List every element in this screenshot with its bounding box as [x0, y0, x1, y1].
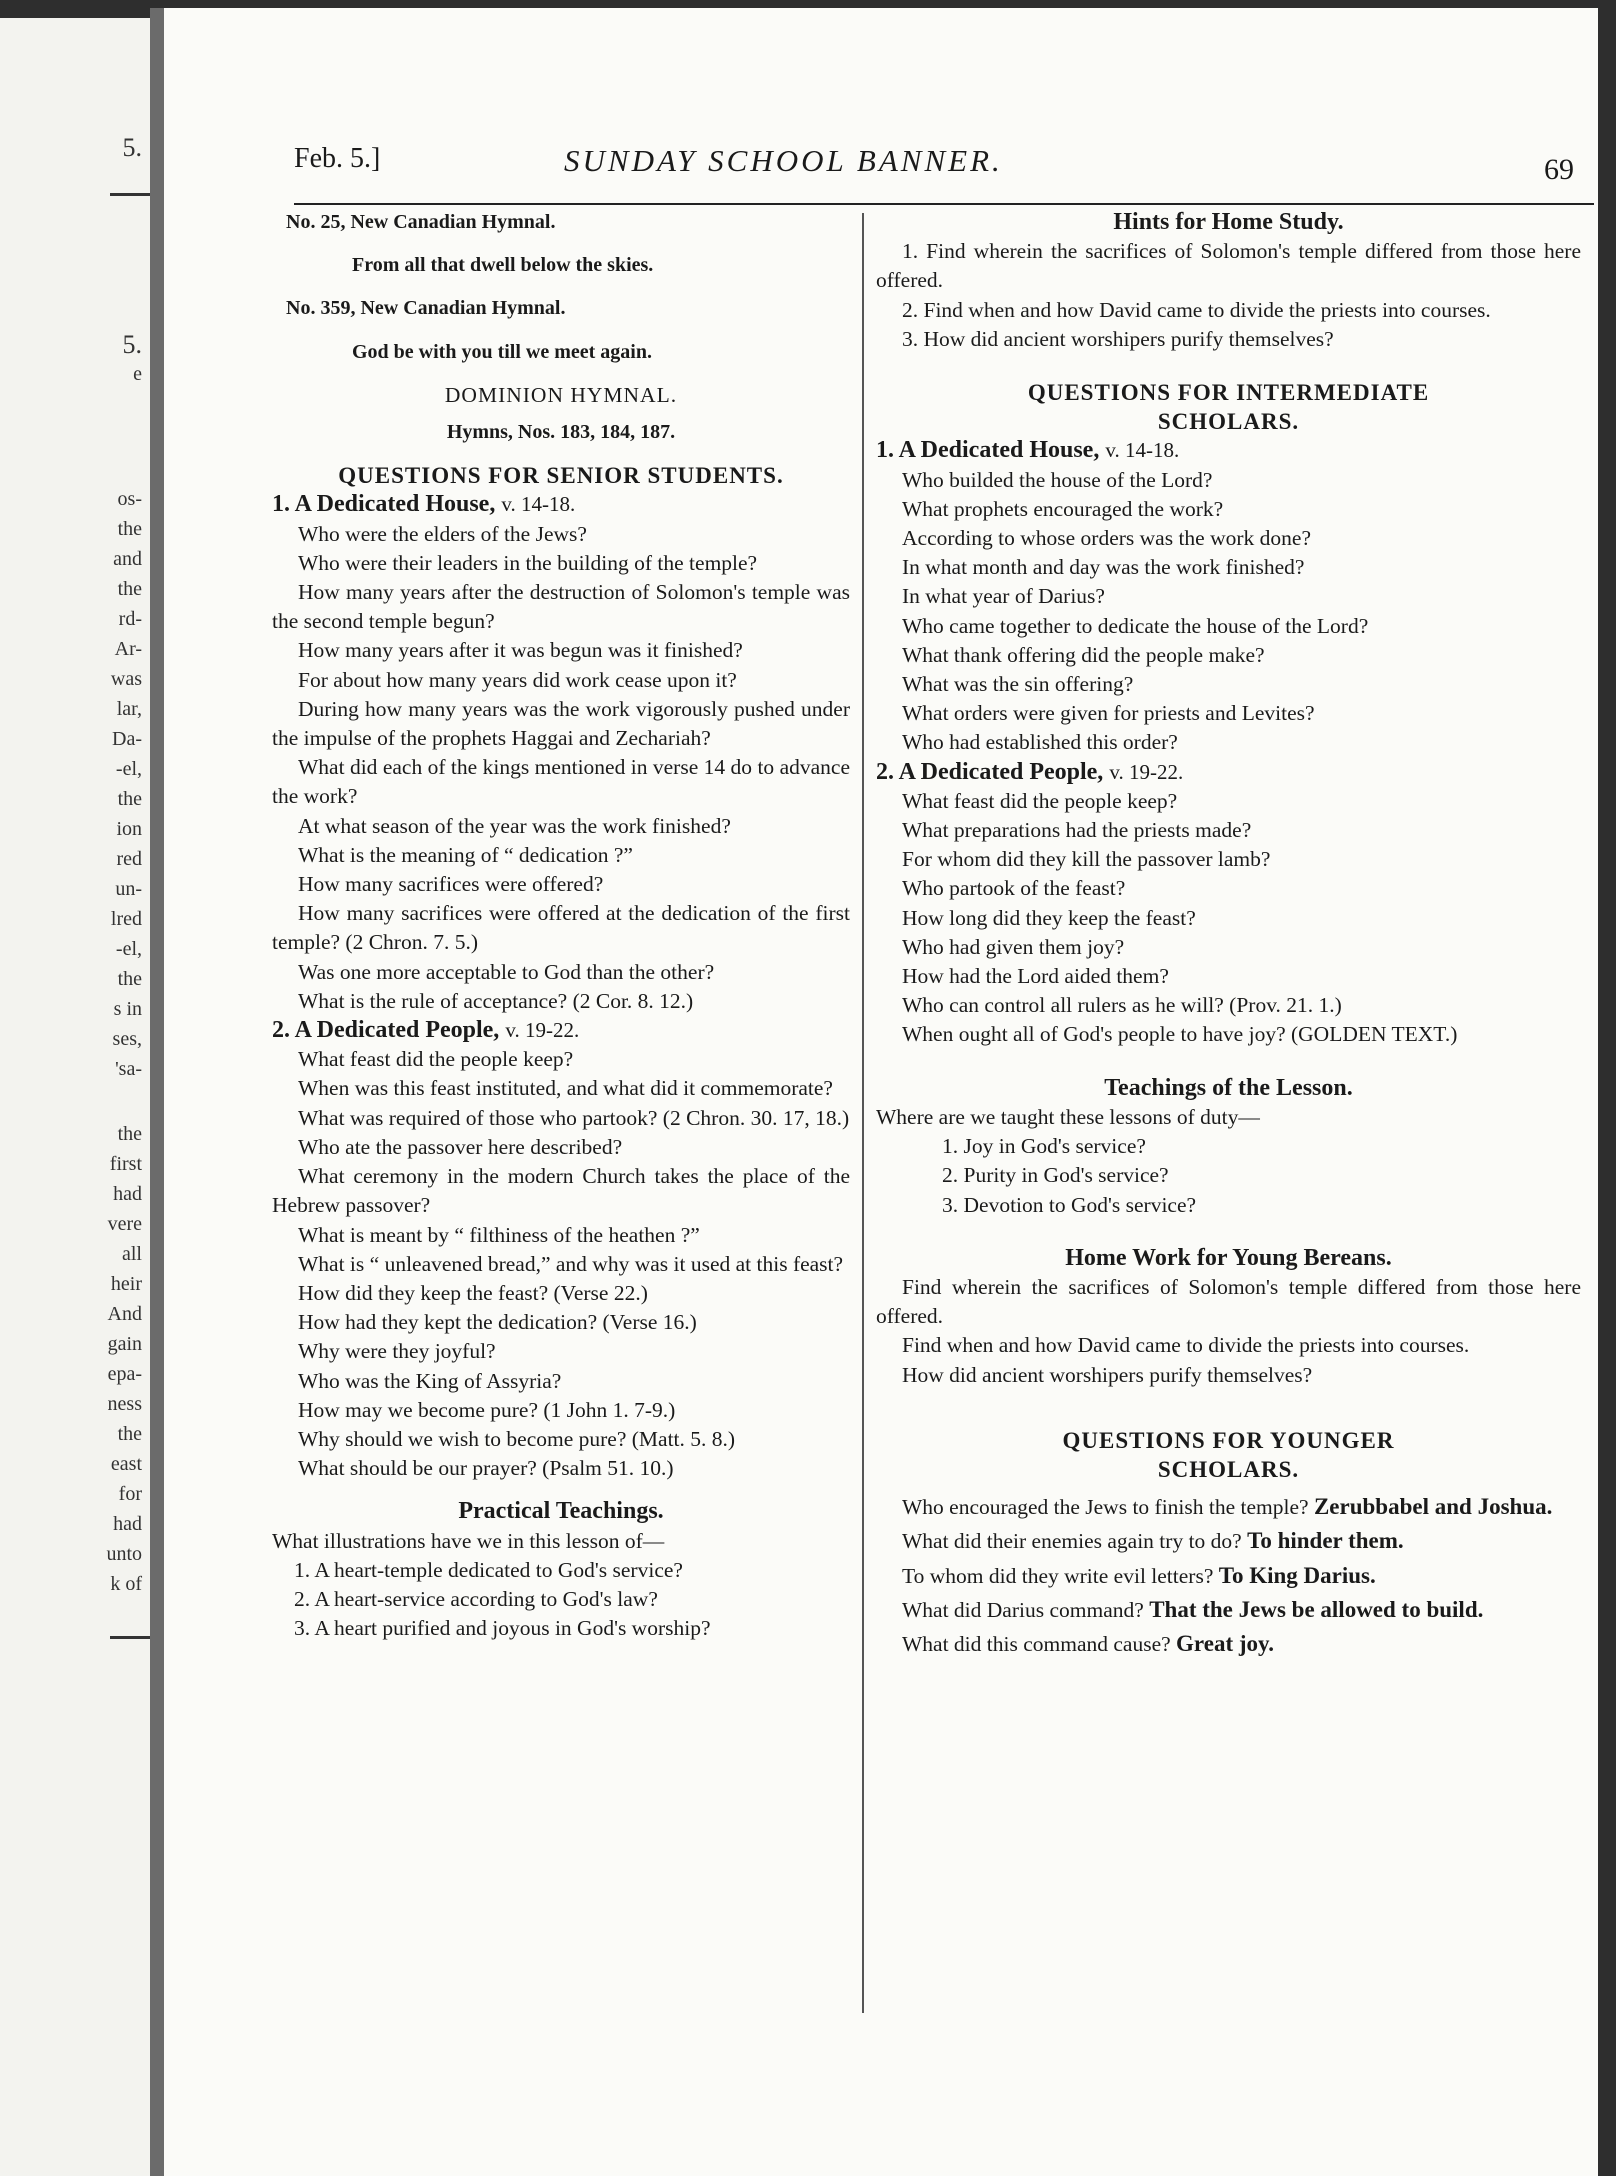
question: According to whose orders was the work done?: [902, 526, 1311, 551]
question: When was this feast instituted, and what did it commemorate?: [298, 1076, 833, 1101]
question: In what month and day was the work finished?: [902, 555, 1305, 580]
intermediate-section-1-ref: v. 14-18.: [1105, 438, 1180, 463]
question: For about how many years did work cease upon it?: [298, 667, 737, 692]
margin-fragment: had: [113, 1183, 142, 1205]
qa-answer: To King Darius.: [1218, 1562, 1376, 1588]
intermediate-heading-line-2: SCHOLARS.: [1157, 409, 1300, 435]
question: How many years after it was begun was it finished?: [298, 638, 743, 663]
practical-items: [272, 1556, 850, 1644]
margin-fragment: Ar-: [114, 638, 142, 660]
question: How many sacrifices were offered at the dedication of the first temple? (2 Chron. 7. 5.): [272, 901, 850, 955]
margin-fragment: was: [110, 668, 142, 690]
question: Why should we wish to become pure? (Matt. 5. 8.): [298, 1426, 736, 1451]
margin-fragment: vere: [107, 1213, 142, 1235]
hymn-line-1: From all that dwell below the skies.: [352, 254, 654, 277]
column-divider: [862, 213, 864, 2013]
qa-item: [876, 1526, 1581, 1556]
margin-fragment: the: [117, 1423, 142, 1445]
margin-rule: [110, 193, 150, 196]
question: What preparations had the priests made?: [902, 818, 1252, 843]
question: Who builded the house of the Lord?: [902, 467, 1213, 492]
teachings-intro: Where are we taught these lessons of duty—: [876, 1104, 1260, 1129]
header-title: SUNDAY SCHOOL BANNER.: [564, 143, 1003, 178]
qa-item: [876, 1629, 1581, 1659]
qa-answer: That the Jews be allowed to build.: [1149, 1596, 1484, 1622]
margin-fragment: -el,: [115, 938, 142, 960]
margin-fragment: ion: [116, 818, 142, 840]
younger-questions: [876, 1492, 1581, 1659]
senior-section-2-title: [272, 1016, 850, 1045]
question: How long did they keep the feast?: [902, 905, 1196, 930]
question: Who were the elders of the Jews?: [298, 521, 587, 546]
dominion-title: DOMINION HYMNAL.: [444, 382, 678, 407]
hymn-number-1: No. 25, New Canadian Hymnal.: [286, 211, 556, 233]
margin-fragment: And: [107, 1303, 142, 1325]
qa-item: [876, 1595, 1581, 1625]
berean-item: Find when and how David came to divide the priests into courses.: [902, 1333, 1470, 1358]
question: How many sacrifices were offered?: [298, 872, 604, 897]
qa-answer: Great joy.: [1176, 1630, 1274, 1656]
question: What is “ unleavened bread,” and why was it used at this feast?: [298, 1251, 844, 1276]
question: How had the Lord aided them?: [902, 964, 1169, 989]
qa-question: Who encouraged the Jews to finish the temple?: [902, 1495, 1309, 1520]
senior-section-1-name: 1. A Dedicated House,: [272, 491, 496, 518]
teachings-heading: Teachings of the Lesson.: [1104, 1074, 1353, 1101]
margin-fragment: all: [122, 1243, 142, 1265]
hint-item: 2. Find when and how David came to divide the priests into courses.: [902, 297, 1491, 322]
margin-fragment: and: [113, 548, 142, 570]
margin-fragment: the: [117, 788, 142, 810]
question: Who ate the passover here described?: [298, 1134, 623, 1159]
question: Who partook of the feast?: [902, 876, 1126, 901]
senior-section-2-questions: [272, 1045, 850, 1483]
header-date: Feb. 5.]: [294, 143, 381, 174]
question: How many years after the destruction of Solomon's temple was the second temple begun?: [272, 580, 850, 634]
question: How had they kept the dedication? (Verse 16.): [298, 1310, 697, 1335]
qa-question: What did their enemies again try to do?: [902, 1529, 1242, 1554]
qa-question: What did this command cause?: [902, 1631, 1171, 1656]
header-rule: [294, 203, 1594, 205]
margin-fragment: the: [117, 1123, 142, 1145]
question: How did they keep the feast? (Verse 22.): [298, 1280, 648, 1305]
question: During how many years was the work vigorously pushed under the impulse of the prophets Haggai and Zechariah?: [272, 696, 850, 751]
practical-item: 3. A heart purified and joyous in God's worship?: [294, 1616, 711, 1641]
question: Who was the King of Assyria?: [298, 1368, 562, 1393]
question: What prophets encouraged the work?: [902, 496, 1224, 521]
question: What was required of those who partook? (2 Chron. 30. 17, 18.): [298, 1105, 850, 1130]
hints-heading: Hints for Home Study.: [1113, 209, 1344, 235]
senior-section-1-title: [272, 490, 850, 519]
margin-fragment: east: [110, 1453, 142, 1475]
question: When ought all of God's people to have joy? (GOLDEN TEXT.): [902, 1022, 1458, 1047]
bereans-heading: Home Work for Young Bereans.: [1065, 1244, 1392, 1271]
qa-question: What did Darius command?: [902, 1597, 1144, 1622]
teaching-item: 1. Joy in God's service?: [942, 1134, 1146, 1159]
margin-fragment: 'sa-: [115, 1058, 142, 1080]
qa-question: To whom did they write evil letters?: [902, 1563, 1214, 1588]
margin-fragment: k of: [110, 1573, 142, 1595]
intermediate-heading-line-1: QUESTIONS FOR INTERMEDIATE: [1027, 380, 1430, 406]
margin-fragment: heir: [110, 1273, 142, 1295]
margin-fragment: 5.: [122, 133, 142, 162]
facing-page-edge: [0, 18, 150, 2176]
margin-fragment: e: [133, 363, 142, 385]
practical-item: 2. A heart-service according to God's law?: [294, 1586, 658, 1611]
practical-heading: Practical Teachings.: [458, 1498, 664, 1525]
teaching-item: 2. Purity in God's service?: [942, 1163, 1169, 1188]
margin-fragment: had: [113, 1513, 142, 1535]
margin-fragment: 5.: [122, 330, 142, 359]
qa-answer: Zerubbabel and Joshua.: [1313, 1494, 1553, 1520]
margin-fragment: red: [116, 848, 142, 870]
intermediate-section-2-title: [876, 758, 1581, 787]
qa-item: [876, 1561, 1581, 1591]
dominion-hymns: Hymns, Nos. 183, 184, 187.: [446, 421, 676, 444]
question: Who were their leaders in the building of the temple?: [298, 550, 758, 575]
question: Who came together to dedicate the house of the Lord?: [902, 613, 1369, 638]
question: For whom did they kill the passover lamb?: [902, 847, 1271, 872]
hint-item: 3. How did ancient worshipers purify themselves?: [902, 326, 1334, 351]
hymn-line-2: God be with you till we meet again.: [352, 340, 652, 363]
margin-fragment: s in: [113, 998, 142, 1020]
question: What feast did the people keep?: [902, 788, 1178, 813]
hint-item: 1. Find wherein the sacrifices of Solomon's temple differed from those here offered.: [876, 239, 1581, 293]
question: What is the meaning of “ dedication ?”: [298, 842, 633, 867]
margin-fragment: rd-: [118, 608, 142, 630]
question: Who can control all rulers as he will? (Prov. 21. 1.): [902, 993, 1342, 1018]
margin-fragment: the: [117, 518, 142, 540]
question: At what season of the year was the work finished?: [298, 813, 731, 838]
senior-section-2-name: 2. A Dedicated People,: [272, 1017, 500, 1044]
question: What was the sin offering?: [902, 672, 1134, 697]
intermediate-section-2-name: 2. A Dedicated People,: [876, 758, 1104, 785]
left-column: [272, 208, 850, 1643]
younger-heading-line-1: QUESTIONS FOR YOUNGER: [1062, 1427, 1395, 1453]
margin-fragment: os-: [117, 488, 142, 510]
margin-fragment: gain: [107, 1333, 142, 1355]
intermediate-section-1-title: [876, 436, 1581, 465]
teaching-item: 3. Devotion to God's service?: [942, 1192, 1197, 1217]
question: What is meant by “ filthiness of the heathen ?”: [298, 1222, 700, 1247]
question: Who had given them joy?: [902, 934, 1125, 959]
margin-fragment: epa-: [107, 1363, 142, 1385]
question: What orders were given for priests and Levites?: [902, 701, 1315, 726]
margin-fragment: ses,: [112, 1028, 142, 1050]
question: What feast did the people keep?: [298, 1047, 574, 1072]
margin-fragment: the: [117, 968, 142, 990]
intermediate-section-1-questions: [876, 466, 1581, 758]
senior-section-2-ref: v. 19-22.: [505, 1018, 580, 1043]
qa-answer: To hinder them.: [1247, 1528, 1404, 1554]
question: What ceremony in the modern Church takes the place of the Hebrew passover?: [272, 1164, 850, 1218]
margin-fragment: the: [117, 578, 142, 600]
margin-fragment: un-: [115, 878, 142, 900]
margin-fragment: for: [118, 1483, 142, 1505]
intermediate-section-2-ref: v. 19-22.: [1109, 759, 1184, 784]
right-column: [876, 208, 1581, 1663]
question: In what year of Darius?: [902, 584, 1105, 609]
margin-fragment: lred: [110, 908, 142, 930]
question: What should be our prayer? (Psalm 51. 10.): [298, 1456, 674, 1481]
qa-item: [876, 1492, 1581, 1522]
margin-fragment: Da-: [112, 728, 142, 750]
practical-item: 1. A heart-temple dedicated to God's service?: [294, 1557, 683, 1582]
berean-item: Find wherein the sacrifices of Solomon's temple differed from those here offered.: [876, 1274, 1581, 1329]
hymn-number-2: No. 359, New Canadian Hymnal.: [286, 297, 566, 320]
question: Why were they joyful?: [298, 1339, 496, 1364]
question: What is the rule of acceptance? (2 Cor. 8. 12.): [298, 988, 694, 1013]
intermediate-section-2-questions: [876, 787, 1581, 1050]
berean-item: How did ancient worshipers purify themselves?: [902, 1362, 1313, 1387]
bereans-items: [876, 1273, 1581, 1390]
teachings-items: [876, 1132, 1581, 1220]
margin-rule: [110, 1636, 150, 1639]
question: What did each of the kings mentioned in verse 14 do to advance the work?: [272, 755, 850, 809]
margin-fragment: ness: [107, 1393, 142, 1415]
intermediate-section-1-name: 1. A Dedicated House,: [876, 437, 1100, 464]
hints-items: [876, 237, 1581, 354]
practical-intro: What illustrations have we in this lesson of—: [272, 1528, 665, 1553]
younger-heading-line-2: SCHOLARS.: [1157, 1456, 1300, 1482]
margin-fragment: lar,: [116, 698, 142, 720]
margin-fragment: unto: [106, 1543, 142, 1565]
senior-section-1-ref: v. 14-18.: [501, 492, 576, 517]
question: Was one more acceptable to God than the other?: [298, 959, 715, 984]
question: What thank offering did the people make?: [902, 642, 1265, 667]
senior-heading: QUESTIONS FOR SENIOR STUDENTS.: [338, 463, 784, 489]
running-header: [294, 143, 1594, 189]
margin-fragment: -el,: [115, 758, 142, 780]
book-page: [150, 8, 1598, 2176]
page-number: 69: [1544, 153, 1574, 186]
margin-fragment: first: [109, 1153, 142, 1175]
question: How may we become pure? (1 John 1. 7-9.): [298, 1397, 676, 1422]
senior-section-1-questions: [272, 520, 850, 1016]
question: Who had established this order?: [902, 730, 1178, 755]
